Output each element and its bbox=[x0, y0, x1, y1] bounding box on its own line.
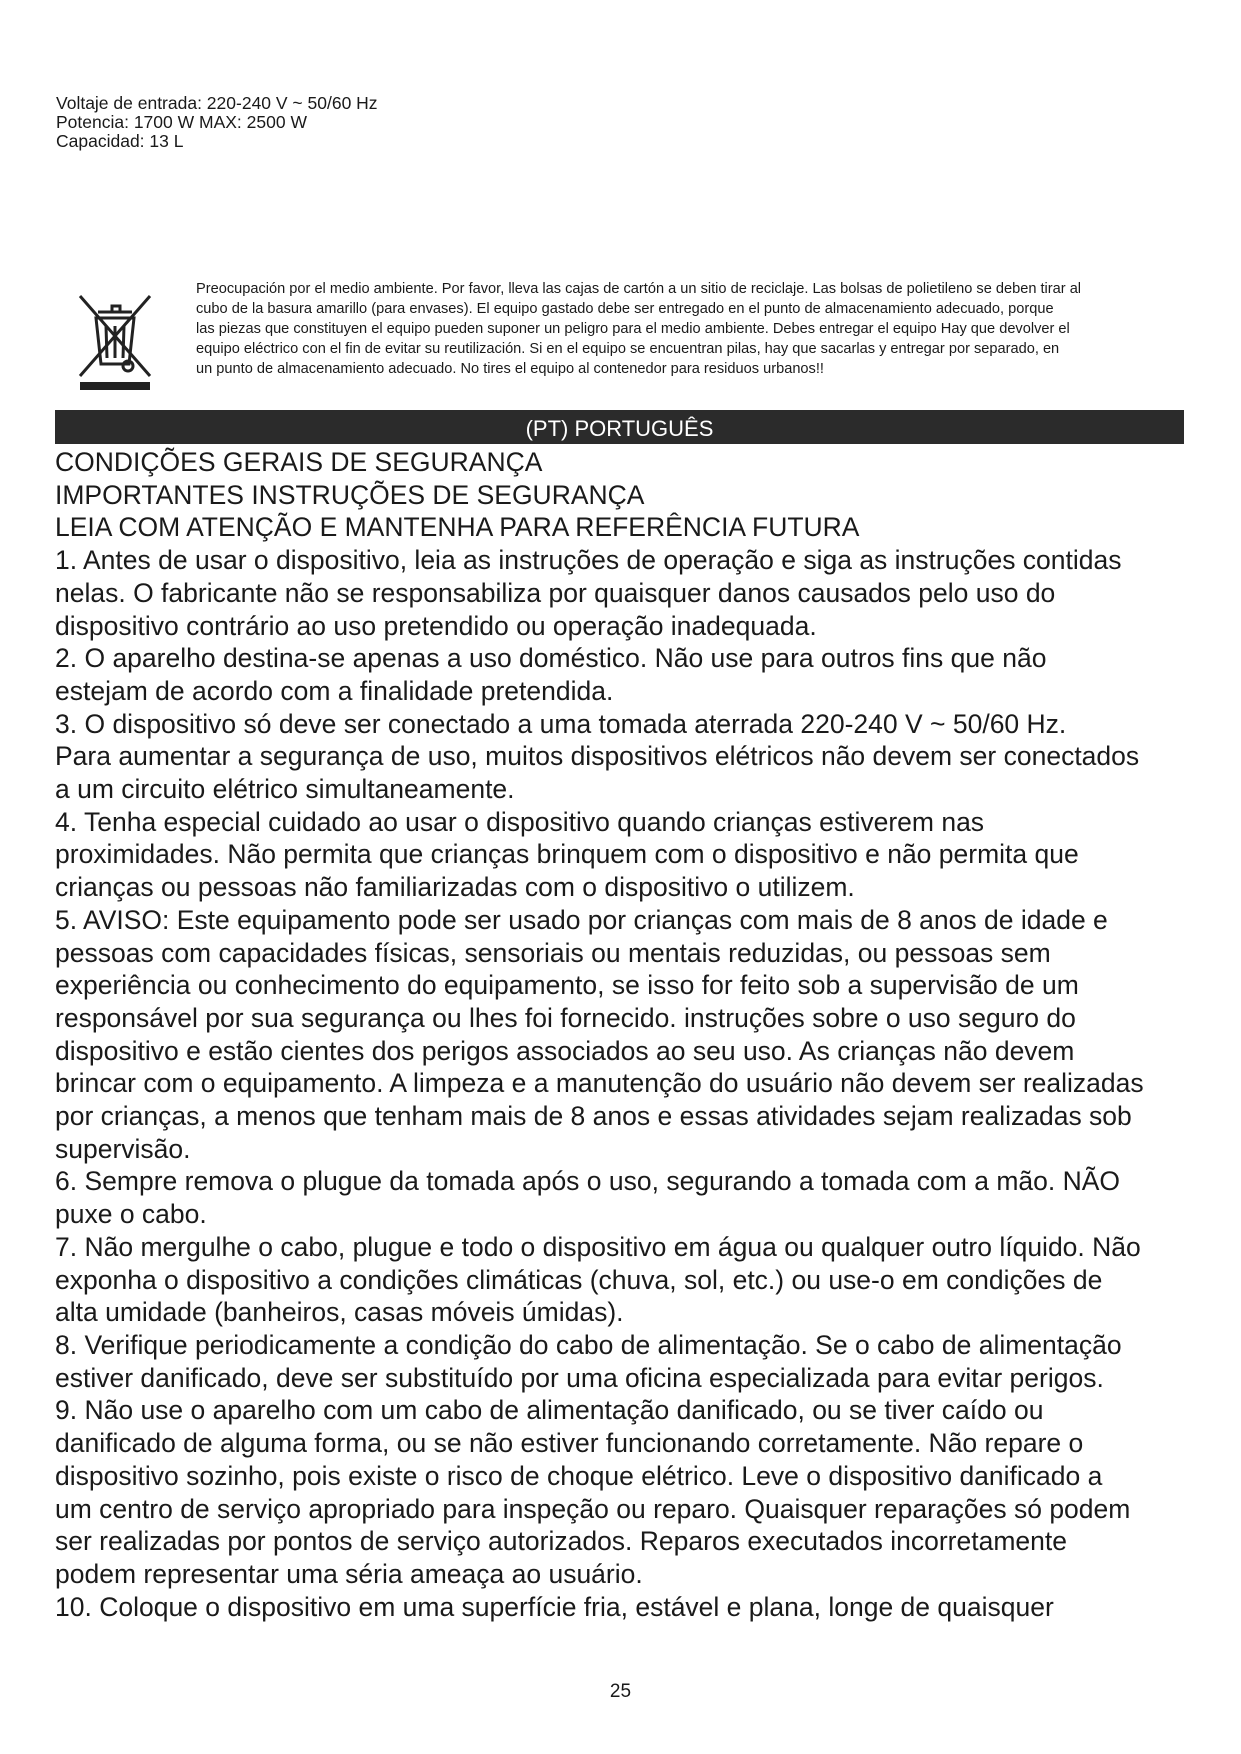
instruction-line: 2. O aparelho destina-se apenas a uso doméstico. Não use para outros fins que não bbox=[55, 643, 1047, 674]
section-heading: LEIA COM ATENÇÃO E MANTENHA PARA REFERÊNCIA FUTURA bbox=[55, 512, 860, 543]
instruction-line: por crianças, a menos que tenham mais de 8 anos e essas atividades sejam realizadas sob bbox=[55, 1101, 1132, 1132]
instruction-line: danificado de alguma forma, ou se não estiver funcionando corretamente. Não repare o bbox=[55, 1428, 1084, 1459]
instruction-line: 4. Tenha especial cuidado ao usar o dispositivo quando crianças estiverem nas bbox=[55, 806, 985, 837]
instruction-line: alta umidade (banheiros, casas móveis úmidas). bbox=[55, 1297, 624, 1328]
crossed-out-wheelie-bin-icon bbox=[76, 292, 154, 392]
language-label: (PT) PORTUGUÊS bbox=[525, 416, 714, 441]
spec-list bbox=[56, 94, 378, 151]
instruction-line: estiver danificado, deve ser substituído por uma oficina especializada para evitar perigos. bbox=[55, 1362, 1104, 1393]
instruction-line: 8. Verifique periodicamente a condição do cabo de alimentação. Se o cabo de alimentação bbox=[55, 1329, 1122, 1360]
spec-capacity: Capacidad: 13 L bbox=[56, 131, 184, 151]
instruction-line: pessoas com capacidades físicas, sensoriais ou mentais reduzidas, ou pessoas sem bbox=[55, 937, 1051, 968]
instruction-line: 3. O dispositivo só deve ser conectado a uma tomada aterrada 220-240 V ~ 50/60 Hz. bbox=[55, 708, 1067, 739]
eco-line: Preocupación por el medio ambiente. Por favor, lleva las cajas de cartón a un sitio de reciclaje. Las bolsas de polietileno se deben tirar al bbox=[196, 281, 1082, 297]
instruction-line: 9. Não use o aparelho com um cabo de alimentação danificado, ou se tiver caído ou bbox=[55, 1395, 1044, 1426]
instruction-line: supervisão. bbox=[55, 1133, 191, 1164]
instruction-line: 1. Antes de usar o dispositivo, leia as instruções de operação e siga as instruções contidas bbox=[55, 545, 1122, 576]
spec-voltage: Voltaje de entrada: 220-240 V ~ 50/60 Hz bbox=[56, 93, 378, 113]
section-heading: IMPORTANTES INSTRUÇÕES DE SEGURANÇA bbox=[55, 479, 645, 510]
instruction-line: proximidades. Não permita que crianças brinquem com o dispositivo e não permita que bbox=[55, 839, 1079, 870]
instruction-line: podem representar uma séria ameaça ao usuário. bbox=[55, 1558, 643, 1589]
instruction-line: experiência ou conhecimento do equipamento, se isso for feito sob a supervisão de um bbox=[55, 970, 1079, 1001]
instruction-line: dispositivo sozinho, pois existe o risco de choque elétrico. Leve o dispositivo danificado a bbox=[55, 1460, 1103, 1491]
section-heading: CONDIÇÕES GERAIS DE SEGURANÇA bbox=[55, 447, 543, 477]
page-number: 25 bbox=[609, 1681, 632, 1702]
instruction-line: 5. AVISO: Este equipamento pode ser usado por crianças com mais de 8 anos de idade e bbox=[55, 904, 1108, 935]
eco-line: las piezas que constituyen el equipo pueden suponer un peligro para el medio ambiente. Debes entregar el equipo Hay que devolver el bbox=[196, 321, 1070, 337]
instruction-line: a um circuito elétrico simultaneamente. bbox=[55, 774, 515, 805]
eco-line: equipo eléctrico con el fin de evitar su reutilización. Si en el equipo se encuentran pilas, hay que sacarlas y entregar por separado, en bbox=[196, 341, 1060, 357]
instruction-line: puxe o cabo. bbox=[55, 1199, 207, 1230]
instruction-line: responsável por sua segurança ou lhes foi fornecido. instruções sobre o uso seguro do bbox=[55, 1002, 1076, 1033]
instruction-line: 6. Sempre remova o plugue da tomada após o uso, segurando a tomada com a mão. NÃO bbox=[55, 1166, 1121, 1197]
instruction-line: um centro de serviço apropriado para inspeção ou reparo. Quaisquer reparações só podem bbox=[55, 1493, 1131, 1524]
instruction-line: estejam de acordo com a finalidade pretendida. bbox=[55, 675, 614, 706]
instruction-line: crianças ou pessoas não familiarizadas com o dispositivo o utilizem. bbox=[55, 872, 855, 903]
language-header-bar bbox=[55, 410, 1184, 444]
instruction-line: 7. Não mergulhe o cabo, plugue e todo o dispositivo em água ou qualquer outro líquido. Não bbox=[55, 1231, 1141, 1262]
safety-instructions bbox=[55, 446, 1185, 1623]
instruction-line: nelas. O fabricante não se responsabiliza por quaisquer danos causados pelo uso do bbox=[55, 577, 1056, 608]
instruction-line: brincar com o equipamento. A limpeza e a manutenção do usuário não devem ser realizadas bbox=[55, 1068, 1144, 1099]
instruction-line: ser realizadas por pontos de serviço autorizados. Reparos executados incorretamente bbox=[55, 1526, 1067, 1557]
instruction-line: 10. Coloque o dispositivo em uma superfície fria, estável e plana, longe de quaisquer bbox=[55, 1591, 1054, 1622]
instruction-line: dispositivo contrário ao uso pretendido ou operação inadequada. bbox=[55, 610, 817, 641]
environmental-notice bbox=[196, 279, 1196, 379]
instruction-line: exponha o dispositivo a condições climáticas (chuva, sol, etc.) ou use-o em condições de bbox=[55, 1264, 1103, 1295]
instruction-line: Para aumentar a segurança de uso, muitos dispositivos elétricos não devem ser conectados bbox=[55, 741, 1140, 772]
eco-line: un punto de almacenamiento adecuado. No tires el equipo al contenedor para residuos urbanos!! bbox=[196, 361, 824, 377]
spec-power: Potencia: 1700 W MAX: 2500 W bbox=[56, 112, 307, 132]
eco-line: cubo de la basura amarillo (para envases). El equipo gastado debe ser entregado en el punto de almacenamiento adecuado, porque bbox=[196, 301, 1054, 317]
instruction-line: dispositivo e estão cientes dos perigos associados ao seu uso. As crianças não devem bbox=[55, 1035, 1075, 1066]
